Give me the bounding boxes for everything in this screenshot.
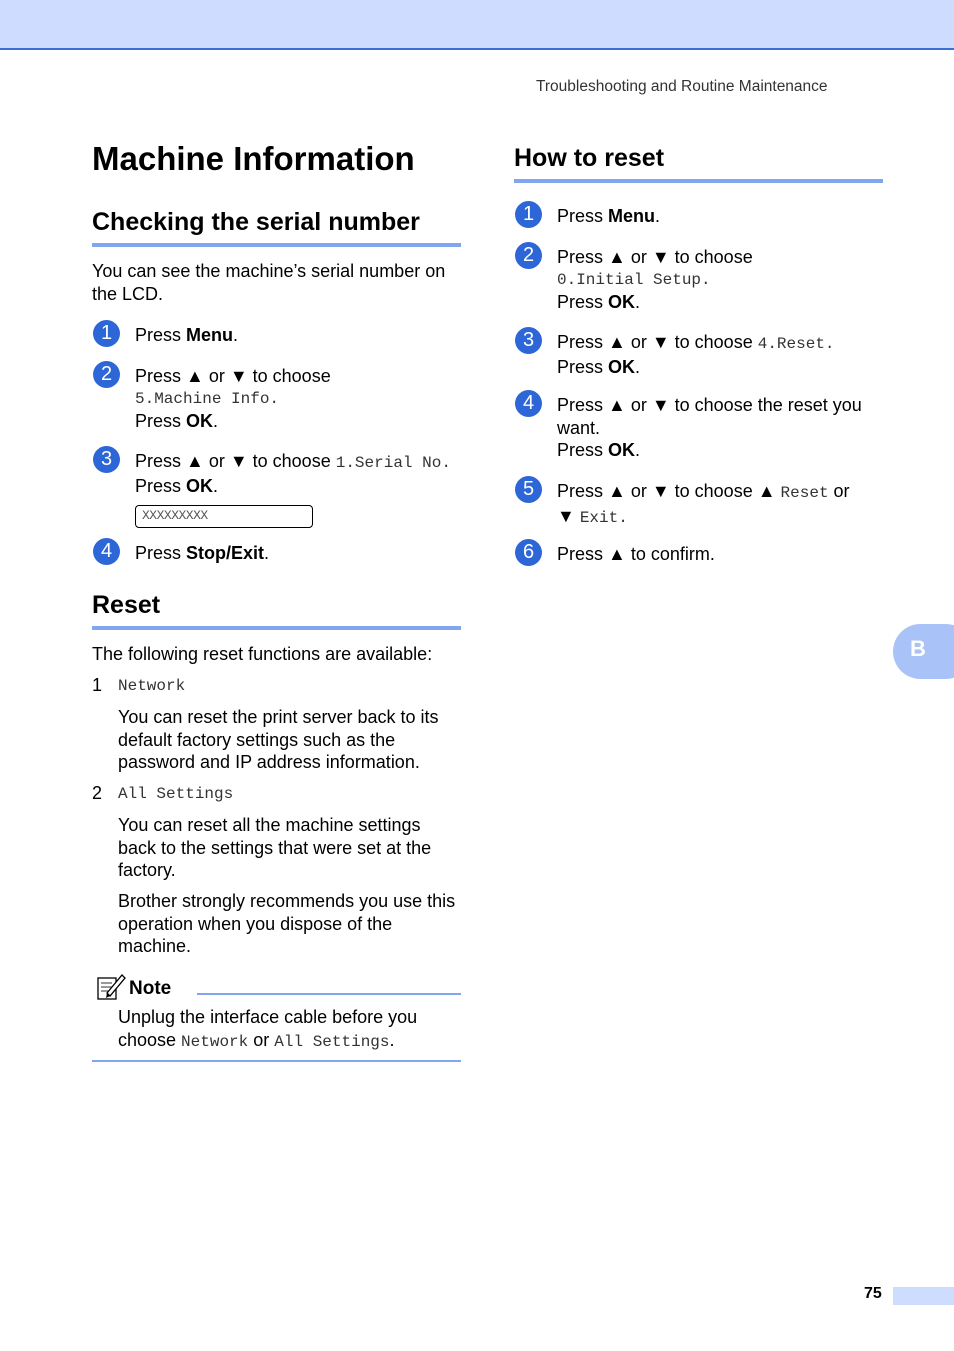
reset-item-2-desc: You can reset all the machine settings back to the settings that were set at the factory. <box>118 815 432 880</box>
step-number: 2 <box>515 242 542 269</box>
serial-heading: Checking the serial number <box>92 208 461 247</box>
reset-intro: The following reset functions are available: <box>92 644 433 664</box>
step-number: 3 <box>93 446 120 473</box>
note-rule <box>197 993 461 995</box>
reset-item-1-number: 1 <box>92 675 103 695</box>
reset-item-1-desc: You can reset the print server back to its default factory settings such as the password and IP address information. <box>118 707 439 772</box>
step-number: 4 <box>93 538 120 565</box>
step-number: 1 <box>515 201 542 228</box>
running-title: Troubleshooting and Routine Maintenance <box>536 78 828 95</box>
step-number: 2 <box>93 361 120 388</box>
how-to-reset-heading: How to reset <box>514 144 883 183</box>
step-number: 3 <box>515 327 542 354</box>
reset-item-2-number: 2 <box>92 783 103 803</box>
note-label: Note <box>129 978 172 999</box>
step-number: 1 <box>93 320 120 347</box>
page-number: 75 <box>864 1285 882 1302</box>
page-title: Machine Information <box>92 140 415 177</box>
header-band <box>0 0 954 50</box>
reset-heading: Reset <box>92 591 461 630</box>
note-text: Unplug the interface cable before you choose Network or All Settings. <box>118 1007 418 1051</box>
reset-item-1-code: Network <box>118 677 186 695</box>
step-number: 4 <box>515 390 542 417</box>
reset-item-2-recommendation: Brother strongly recommends you use this operation when you dispose of the machine. <box>118 891 456 956</box>
appendix-tab: B <box>893 624 954 679</box>
lcd-display: XXXXXXXXX <box>135 505 313 528</box>
step-number: 5 <box>515 476 542 503</box>
serial-intro: You can see the machine’s serial number on the LCD. <box>92 261 446 304</box>
reset-item-2-code: All Settings <box>118 785 234 803</box>
note-pencil-icon <box>96 972 126 1002</box>
note-bottom-rule <box>92 1060 461 1062</box>
step-number: 6 <box>515 539 542 566</box>
note-header <box>96 972 172 1007</box>
page-number-bar <box>893 1287 954 1305</box>
